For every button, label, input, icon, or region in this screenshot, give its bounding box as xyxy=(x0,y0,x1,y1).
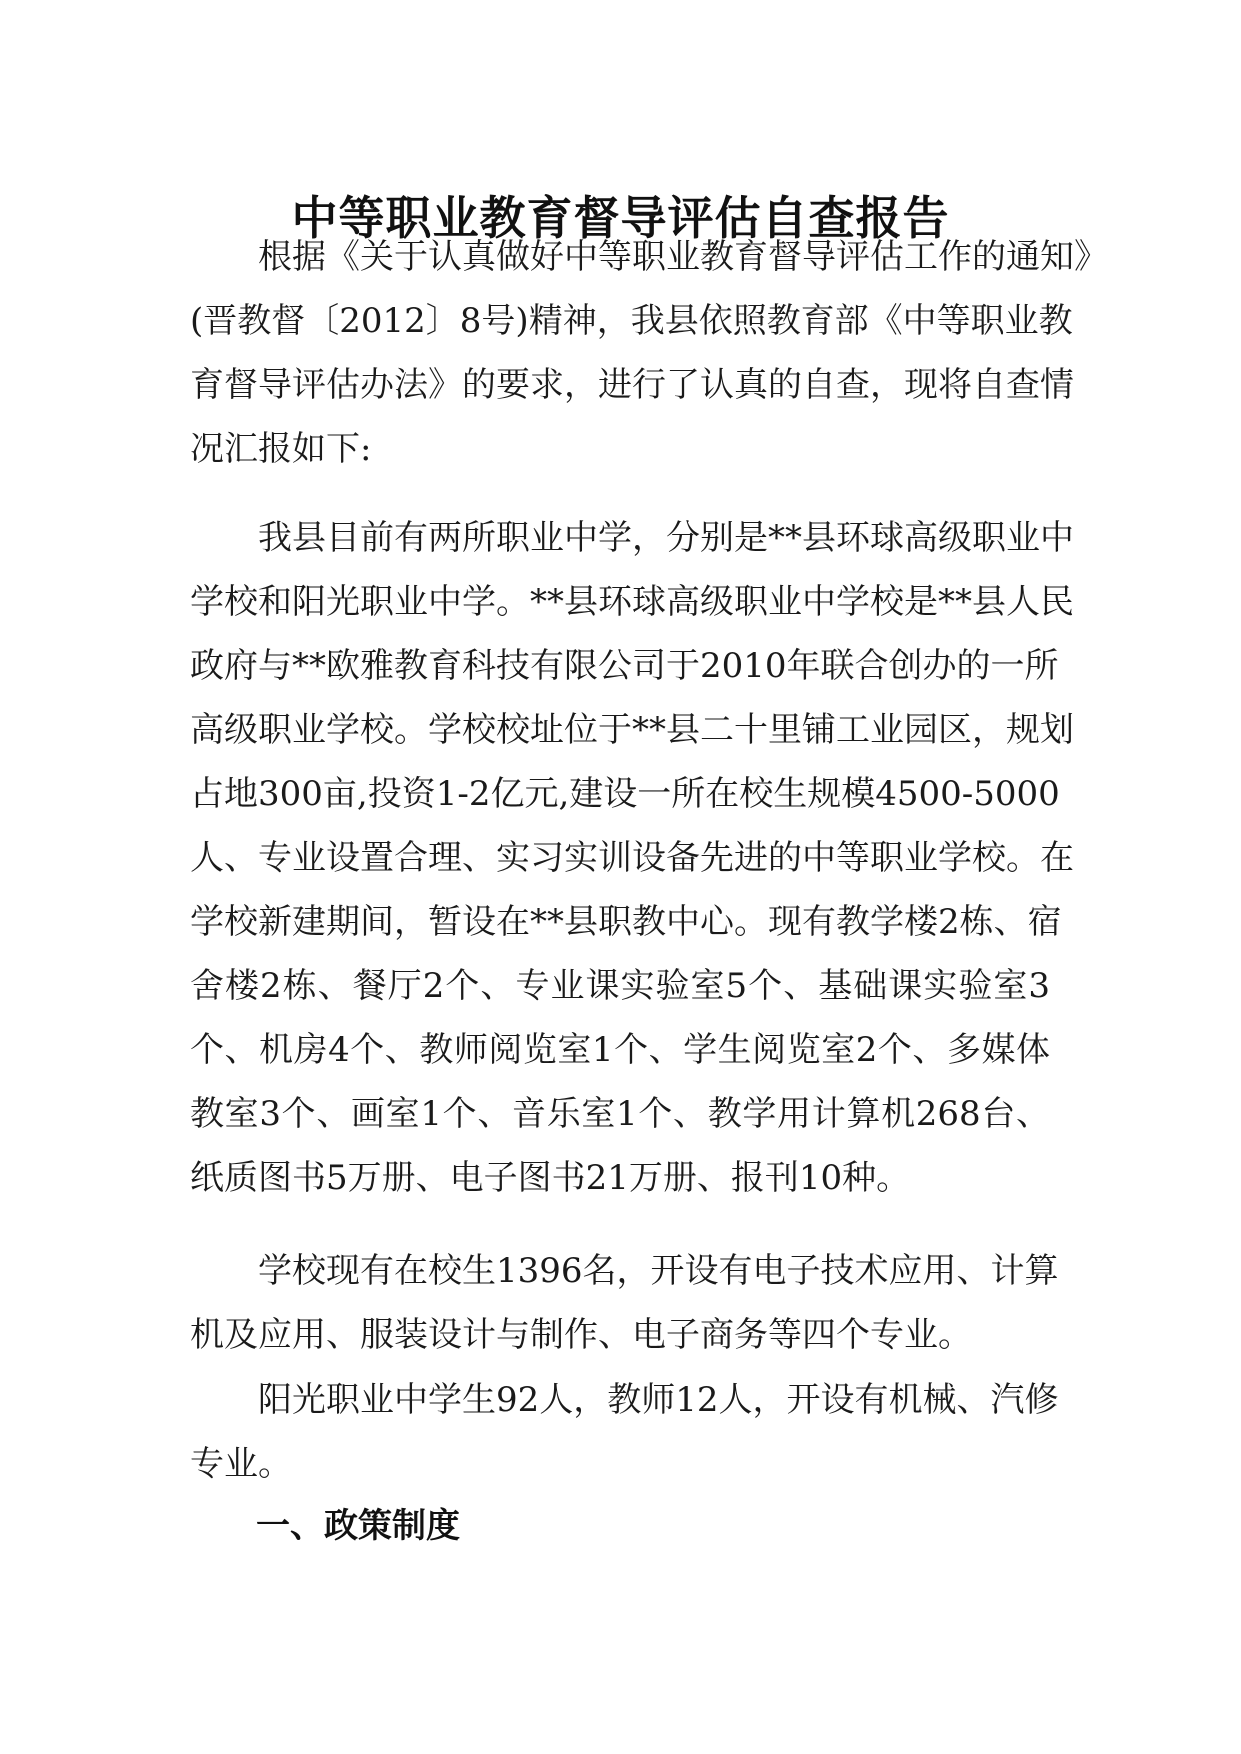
text-line: 个、机房4个、教师阅览室1个、学生阅览室2个、多媒体 xyxy=(190,1030,1050,1070)
text-line: 教室3个、画室1个、音乐室1个、教学用计算机268台、 xyxy=(190,1094,1050,1134)
text-line: 高级职业学校。学校校址位于**县二十里铺工业园区，规划 xyxy=(190,710,1074,750)
section-heading: 一、政策制度 xyxy=(256,1506,460,1546)
text-line: 舍楼2栋、餐厅2个、专业课实验室5个、基础课实验室3 xyxy=(190,966,1050,1006)
paragraph-students xyxy=(190,1239,1059,1367)
text-line: 根据《关于认真做好中等职业教育督导评估工作的通知》 xyxy=(190,237,1108,277)
text-line: 学校现有在校生1396名，开设有电子技术应用、计算 xyxy=(190,1251,1059,1291)
text-line: 纸质图书5万册、电子图书21万册、报刊10种。 xyxy=(190,1158,911,1198)
text-line: 阳光职业中学生92人，教师12人，开设有机械、汽修 xyxy=(190,1380,1059,1420)
text-line: (晋教督〔2012〕8号)精神，我县依照教育部《中等职业教 xyxy=(190,301,1073,341)
text-line: 专业。 xyxy=(190,1444,292,1484)
text-line: 况汇报如下: xyxy=(190,429,372,469)
text-line: 学校新建期间，暂设在**县职教中心。现有教学楼2栋、宿 xyxy=(190,902,1062,942)
paragraph-intro xyxy=(190,225,1108,481)
text-line: 学校和阳光职业中学。**县环球高级职业中学校是**县人民 xyxy=(190,582,1074,622)
text-line: 人、专业设置合理、实习实训设备先进的中等职业学校。在 xyxy=(190,838,1074,878)
paragraph-yangguang xyxy=(190,1368,1059,1496)
paragraph-schools xyxy=(190,506,1074,1210)
text-line: 我县目前有两所职业中学，分别是**县环球高级职业中 xyxy=(190,518,1074,558)
text-line: 机及应用、服装设计与制作、电子商务等四个专业。 xyxy=(190,1315,972,1355)
document-title: 中等职业教育督导评估自查报告 xyxy=(291,191,950,245)
text-line: 政府与**欧雅教育科技有限公司于2010年联合创办的一所 xyxy=(190,646,1059,686)
text-line: 占地300亩,投资1-2亿元,建设一所在校生规模4500-5000 xyxy=(190,774,1060,814)
text-line: 育督导评估办法》的要求，进行了认真的自查，现将自查情 xyxy=(190,365,1074,405)
